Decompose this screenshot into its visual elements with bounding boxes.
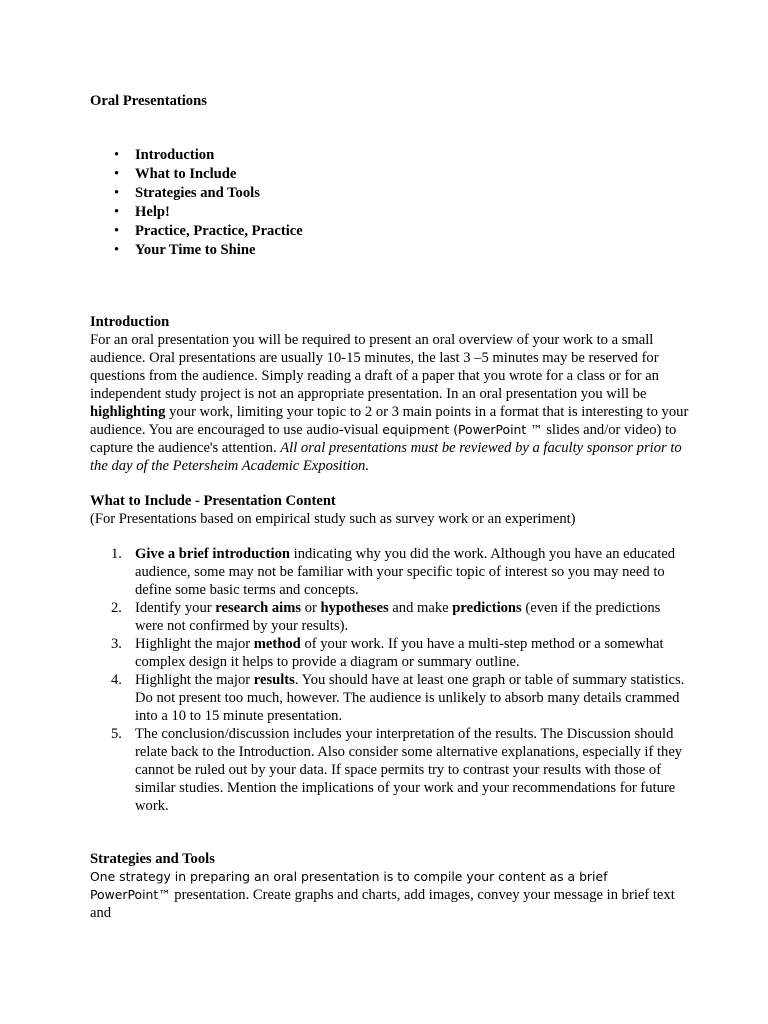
document-title: Oral Presentations [90, 93, 207, 109]
what-to-include-subheading: (For Presentations based on empirical study such as survey work or an experiment) [90, 511, 576, 527]
item-text: (even if the predictions were not confirmed by your results). [135, 600, 661, 634]
toc-item-label: Practice, Practice, Practice [135, 223, 303, 239]
list-item [90, 599, 690, 635]
introduction-text: slides and/or video) to capture the audience's attention. [90, 422, 677, 456]
item-text: . You should have at least one graph or table of summary statistics. Do not present too much, however. The audience is unlikely to absorb many details crammed into a 10 to 15 minute presentation. [135, 672, 685, 724]
item-text: of your work. If you have a multi-step method or a somewhat complex design it helps to provide a diagram or summary outline. [135, 636, 664, 670]
bullet-icon: • [114, 242, 120, 258]
list-item [90, 671, 690, 725]
item-bold-text: results [253, 672, 295, 688]
strategies-and-tools-heading: Strategies and Tools [90, 851, 215, 867]
item-text: Identify your [135, 600, 216, 616]
table-of-contents [90, 146, 690, 260]
introduction-paragraph [90, 331, 690, 475]
strategies-sans-text: One strategy in preparing an oral presentation is to compile your content as a brief PowerPoint™ [90, 869, 608, 902]
document-page [90, 92, 690, 922]
toc-item-label: Help! [135, 204, 170, 220]
strategies-text: presentation. Create graphs and charts, add images, convey your message in brief text and [90, 887, 675, 921]
toc-item-label: What to Include [135, 166, 237, 182]
bullet-icon: • [114, 223, 120, 239]
toc-item-label: Strategies and Tools [135, 185, 260, 201]
list-number: 1. [111, 546, 122, 562]
bullet-icon: • [114, 166, 120, 182]
item-bold-text: Give a brief introduction [135, 546, 290, 562]
item-bold-text: hypotheses [320, 600, 389, 616]
item-text: and make [388, 600, 453, 616]
item-bold-text: research aims [215, 600, 302, 616]
bullet-icon: • [114, 185, 120, 201]
item-text: Highlight the major [135, 636, 254, 652]
item-text: indicating why you did the work. Although you have an educated audience, some may not be familiar with your specific topic of interest so you may need to define some basic terms and concepts. [135, 546, 676, 598]
item-bold-text: method [253, 636, 301, 652]
list-item [90, 635, 690, 671]
item-text: The conclusion/discussion includes your interpretation of the results. The Discussion should relate back to the Introduction. Also consider some alternative explanations, especially if they cannot be ruled out by your data. If space permits try to contrast your results with those of similar studies. Mention the implications of your work and your recommendations for future work. [135, 726, 683, 814]
toc-item-your-time-to-shine [90, 241, 690, 260]
item-text: Highlight the major [135, 672, 254, 688]
list-number: 5. [111, 726, 122, 742]
presentation-content-list [90, 545, 690, 815]
item-bold-text: predictions [452, 600, 522, 616]
list-item [90, 725, 690, 815]
item-text: or [301, 600, 321, 616]
bullet-icon: • [114, 204, 120, 220]
toc-item-label: Your Time to Shine [135, 242, 256, 258]
toc-item-help [90, 203, 690, 222]
list-item [90, 545, 690, 599]
toc-item-strategies-and-tools [90, 184, 690, 203]
faculty-review-italic-text: All oral presentations must be reviewed by a faculty sponsor prior to the day of the Petersheim Academic Exposition. [90, 440, 682, 474]
toc-item-practice [90, 222, 690, 241]
toc-item-introduction [90, 146, 690, 165]
highlighting-bold-text: highlighting [90, 404, 166, 420]
list-number: 2. [111, 600, 122, 616]
bullet-icon: • [114, 147, 120, 163]
introduction-text: For an oral presentation you will be required to present an oral overview of your work to a small audience. Oral presentations are usually 10-15 minutes, the last 3 –5 minutes may be reserved for questions from the audience. Simply reading a draft of a paper that you wrote for a class or for an independent study project is not an appropriate presentation. In an oral presentation you will be [90, 332, 659, 402]
what-to-include-heading: What to Include - Presentation Content [90, 493, 336, 509]
list-number: 3. [111, 636, 122, 652]
toc-item-what-to-include [90, 165, 690, 184]
list-number: 4. [111, 672, 122, 688]
toc-item-label: Introduction [135, 147, 215, 163]
introduction-heading: Introduction [90, 314, 170, 330]
introduction-text: your work, limiting your topic to 2 or 3 main points in a format that is interesting to your audience. You are encouraged to use audio-visual [90, 404, 689, 438]
powerpoint-equipment-text: equipment (PowerPoint ™ [382, 422, 543, 437]
strategies-paragraph [90, 868, 690, 922]
